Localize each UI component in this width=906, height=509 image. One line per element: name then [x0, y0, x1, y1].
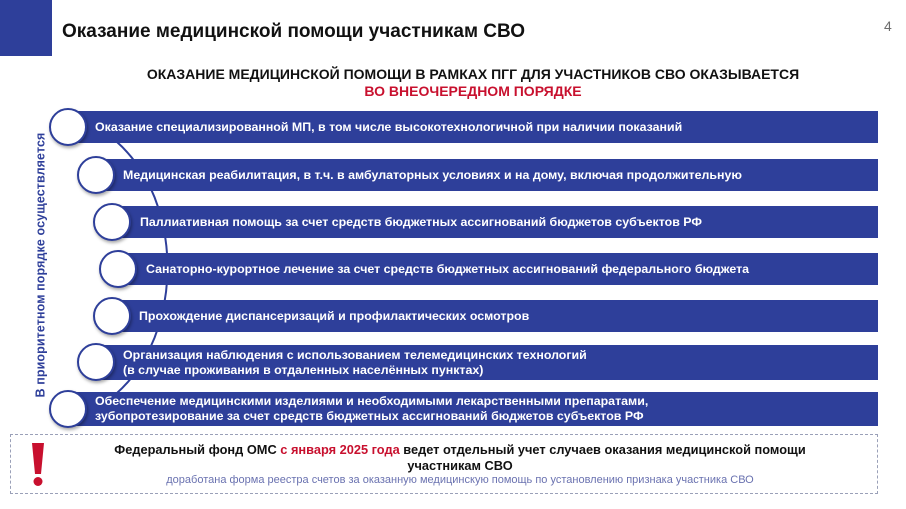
list-item — [90, 159, 878, 191]
note-line-2: участникам СВО — [407, 458, 513, 473]
list-item-bullet — [93, 203, 131, 241]
list-item-bullet — [49, 390, 87, 428]
note-subtext: доработана форма реестра счетов за оказанную медицинскую помощь по установлению признака участника СВО — [166, 474, 754, 486]
list-item-bullet — [49, 108, 87, 146]
note-date-highlight: с января 2025 года — [280, 442, 400, 457]
note-line-1 — [60, 442, 860, 457]
list-item — [62, 392, 878, 426]
list-item-text: Санаторно-курортное лечение за счет средств бюджетных ассигнований федерального бюджета — [146, 261, 750, 276]
exclamation-icon — [27, 441, 49, 487]
list-item — [90, 345, 878, 380]
list-item — [62, 111, 878, 143]
list-item-text: Прохождение диспансеризаций и профилактических осмотров — [139, 308, 530, 323]
list-item — [115, 253, 878, 285]
list-item-bullet — [93, 297, 131, 335]
note-text-end: ведет отдельный учет случаев оказания медицинской помощи — [399, 442, 806, 457]
list-item-text: Медицинская реабилитация, в т.ч. в амбулаторных условиях и на дому, включая продолжительную — [123, 167, 742, 182]
list-item-text: Организация наблюдения с использованием телемедицинских технологий (в случае проживания в отдаленных населённых пунктах) — [123, 347, 587, 377]
list-item-bullet — [77, 343, 115, 381]
subtitle-line-1: ОКАЗАНИЕ МЕДИЦИНСКОЙ ПОМОЩИ В РАМКАХ ПГГ ДЛЯ УЧАСТНИКОВ СВО ОКАЗЫВАЕТСЯ — [146, 66, 800, 82]
side-label — [22, 105, 58, 425]
corner-accent-block — [0, 0, 52, 56]
list-item-text: Паллиативная помощь за счет средств бюджетных ассигнований бюджетов субъектов РФ — [140, 214, 702, 229]
list-item — [109, 206, 878, 238]
list-item-text: Обеспечение медицинскими изделиями и необходимыми лекарственными препаратами, зубопротезирование за счет средств бюджетных ассигнований бюджетов субъектов РФ — [95, 394, 649, 423]
slide-title: Оказание медицинской помощи участникам СВО — [62, 21, 526, 42]
list-item-text: Оказание специализированной МП, в том числе высокотехнологичной при наличии показаний — [95, 119, 683, 134]
page-number: 4 — [884, 18, 892, 34]
subtitle — [40, 66, 906, 100]
subtitle-line-2: ВО ВНЕОЧЕРЕДНОМ ПОРЯДКЕ — [364, 83, 582, 99]
list-item-bullet — [99, 250, 137, 288]
list-item — [108, 300, 878, 332]
list-item-bullet — [77, 156, 115, 194]
note-text-start: Федеральный фонд ОМС — [114, 442, 281, 457]
side-label-text: В приоритетном порядке осуществляется — [33, 132, 48, 398]
